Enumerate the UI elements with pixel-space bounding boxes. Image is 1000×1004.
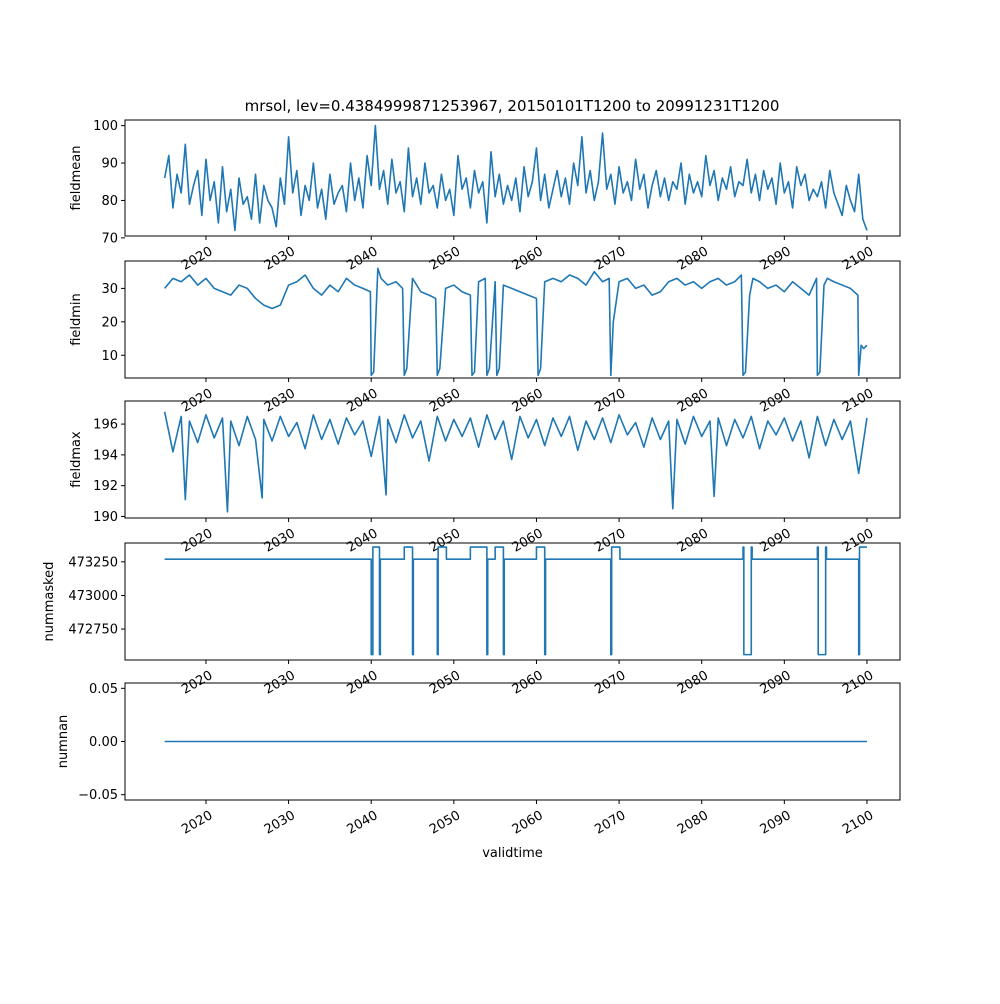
numnan-xtick-label: 2090	[757, 808, 794, 838]
xlabel: validtime	[482, 846, 543, 861]
nummasked-ylabel: nummasked	[42, 561, 57, 642]
fieldmax-xtick-label: 2050	[427, 526, 464, 556]
subplot-numnan	[56, 682, 900, 861]
nummasked-xtick-label: 2050	[427, 668, 464, 698]
numnan-xtick-label: 2080	[674, 808, 712, 838]
nummasked-ytick-label: 473250	[68, 555, 118, 571]
fieldmax-xtick-label: 2100	[840, 526, 877, 556]
nummasked-xtick-label: 2080	[674, 668, 712, 698]
fieldmax-ytick-label: 196	[93, 417, 118, 433]
nummasked-xtick-label: 2090	[757, 668, 794, 698]
fieldmax-xtick-label: 2090	[757, 526, 794, 556]
fieldmin-xtick-label: 2050	[427, 386, 464, 416]
fieldmax-xtick-label: 2070	[592, 526, 629, 556]
fieldmin-xtick-label: 2070	[592, 386, 629, 416]
nummasked-xtick-label: 2060	[509, 668, 546, 698]
numnan-ylabel: numnan	[56, 714, 71, 769]
fieldmean-xtick-label: 2080	[674, 244, 712, 274]
fieldmin-xtick-label: 2030	[261, 386, 298, 416]
fieldmean-ytick-label: 100	[93, 119, 118, 135]
subplot-nummasked	[42, 543, 900, 698]
nummasked-xtick-label: 2070	[592, 668, 629, 698]
nummasked-ytick-label: 472750	[68, 622, 118, 638]
fieldmean-ylabel: fieldmean	[69, 145, 84, 211]
fieldmin-xtick-label: 2060	[509, 386, 546, 416]
subplot-fieldmax	[69, 401, 900, 556]
numnan-xtick-label: 2050	[427, 808, 464, 838]
subplot-fieldmin	[69, 261, 900, 416]
numnan-xtick-label: 2070	[592, 808, 629, 838]
fieldmin-series-line	[165, 268, 867, 375]
nummasked-xtick-label: 2040	[344, 668, 381, 698]
fieldmin-ytick-label: 30	[101, 281, 118, 297]
fieldmin-xtick-label: 2090	[757, 386, 794, 416]
fieldmin-xtick-label: 2040	[344, 386, 381, 416]
fieldmean-xtick-label: 2100	[840, 244, 877, 274]
numnan-ytick-label: −0.05	[78, 788, 118, 804]
numnan-xtick-label: 2020	[179, 808, 216, 838]
fieldmin-ytick-label: 20	[101, 315, 118, 331]
fieldmean-xtick-label: 2040	[344, 244, 381, 274]
fieldmin-xtick-label: 2080	[674, 386, 712, 416]
nummasked-xtick-label: 2100	[840, 668, 877, 698]
numnan-ytick-label: 0.05	[89, 681, 118, 697]
nummasked-xtick-label: 2030	[261, 668, 298, 698]
subplot-fieldmean	[69, 119, 900, 274]
fieldmin-xtick-label: 2020	[179, 386, 216, 416]
fieldmax-ytick-label: 192	[93, 479, 118, 495]
nummasked-ytick-label: 473000	[68, 588, 118, 604]
fieldmax-xtick-label: 2040	[344, 526, 381, 556]
numnan-xtick-label: 2100	[840, 808, 877, 838]
numnan-xtick-label: 2040	[344, 808, 381, 838]
fieldmax-xtick-label: 2020	[179, 526, 216, 556]
fieldmean-axes-frame	[125, 120, 900, 236]
fieldmean-xtick-label: 2030	[261, 244, 298, 274]
numnan-xtick-label: 2060	[509, 808, 546, 838]
numnan-xtick-label: 2030	[261, 808, 298, 838]
fieldmean-xtick-label: 2090	[757, 244, 794, 274]
fieldmax-ylabel: fieldmax	[69, 431, 84, 488]
fieldmin-xtick-label: 2100	[840, 386, 877, 416]
fieldmin-ytick-label: 10	[101, 348, 118, 364]
fieldmax-xtick-label: 2080	[674, 526, 712, 556]
fieldmean-xtick-label: 2060	[509, 244, 546, 274]
fieldmin-ylabel: fieldmin	[69, 293, 84, 346]
fieldmean-ytick-label: 70	[101, 231, 118, 247]
nummasked-series-line	[165, 547, 867, 655]
fieldmean-ytick-label: 90	[101, 156, 118, 172]
nummasked-axes-frame	[125, 543, 900, 660]
nummasked-xtick-label: 2020	[179, 668, 216, 698]
fieldmax-xtick-label: 2060	[509, 526, 546, 556]
fieldmin-axes-frame	[125, 261, 900, 378]
figure-title: mrsol, lev=0.4384999871253967, 20150101T1200 to 20991231T1200	[244, 97, 780, 115]
fieldmax-ytick-label: 194	[93, 448, 118, 464]
fieldmean-series-line	[165, 126, 867, 231]
fieldmean-xtick-label: 2070	[592, 244, 629, 274]
fieldmean-xtick-label: 2020	[179, 244, 216, 274]
numnan-ytick-label: 0.00	[89, 735, 118, 750]
fieldmean-xtick-label: 2050	[427, 244, 464, 274]
fieldmean-ytick-label: 80	[101, 193, 118, 209]
fieldmax-ytick-label: 190	[93, 509, 118, 525]
fieldmax-xtick-label: 2030	[261, 526, 298, 556]
fieldmax-series-line	[165, 412, 867, 512]
